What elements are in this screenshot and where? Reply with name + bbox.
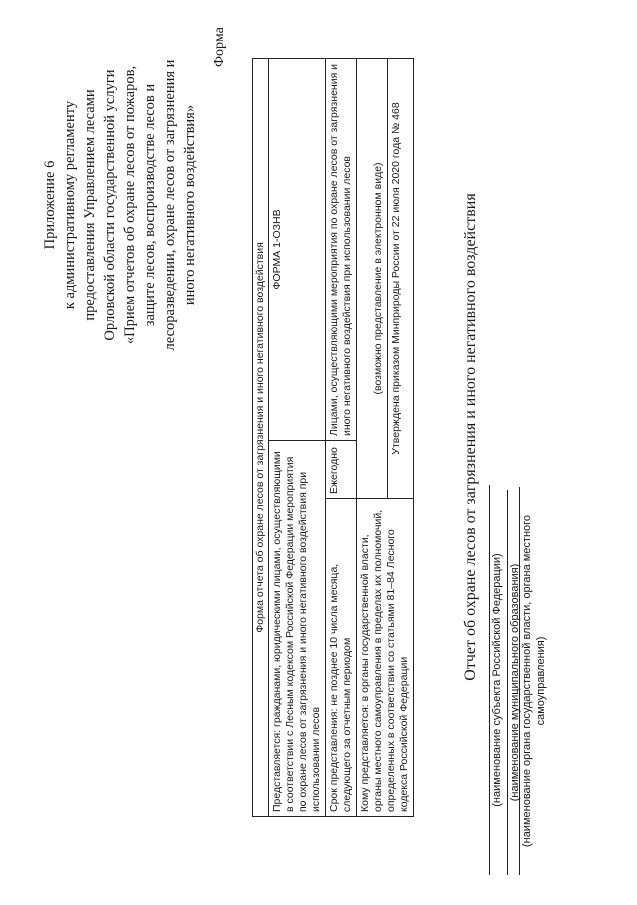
region-name-caption: (наименование субъекта Российской Федерации) <box>491 553 503 807</box>
appendix-line: Орловской области государственной услуги <box>102 69 118 341</box>
by-whom-cell: Лицами, осуществляющими мероприятия по охране лесов от загрязнения и иного негативного воздействия при использовании лесов <box>326 58 357 440</box>
region-name-line <box>489 485 504 875</box>
report-title: Отчет об охране лесов от загрязнения и иного негативного воздействия <box>462 193 479 681</box>
authority-name-caption: (наименование органа государственной власти, органа местного самоуправления) <box>521 514 547 848</box>
appendix-line: Приложение 6 <box>42 160 58 250</box>
who-submits-cell: Представляется: гражданами, юридическими лицами, осуществляющими в соответствии с Лесным кодексом Российской Федерации мероприятия по охране лесов от загрязнения и иного негативного воздействия при использовании лесов <box>269 441 326 817</box>
appendix-line: к административному регламенту <box>62 100 78 310</box>
approved-cell: Утверждена приказом Минприроды России от 22 июля 2020 года № 468 <box>388 58 414 498</box>
to-whom-cell: Кому представляется: в органы государственной власти, органы местного самоуправления в пределах их полномочий, определенных в соответствии со статьями 81–84 Лесного кодекса Российской Федерации <box>357 499 414 817</box>
deadline-cell: Срок представления: не позднее 10 числа месяца, следующего за отчетным периодом <box>326 499 357 817</box>
frequency-cell: Ежегодно <box>326 441 357 499</box>
municipality-name-caption: (наименование муниципального образования) <box>509 563 521 802</box>
appendix-line: «Прием отчетов об охране лесов от пожаров, <box>122 65 138 345</box>
authority-name-line <box>519 487 548 875</box>
appendix-header <box>40 25 200 385</box>
appendix-line: лесоразведении, охране лесов от загрязнения и <box>162 59 178 351</box>
form-info-table <box>252 58 414 817</box>
form-label: Форма <box>212 27 227 67</box>
electronic-note-cell: (возможно представление в электронном виде) <box>357 58 388 498</box>
table-title: Форма отчета об охране лесов от загрязнения и иного негативного воздействия <box>253 58 269 816</box>
appendix-line: иного негативного воздействия» <box>182 104 198 306</box>
appendix-line: предоставления Управлением лесами <box>82 89 98 321</box>
form-code-cell: ФОРМА 1-ОЗНВ <box>269 58 326 440</box>
appendix-line: защите лесов, воспроизводстве лесов и <box>142 83 158 327</box>
